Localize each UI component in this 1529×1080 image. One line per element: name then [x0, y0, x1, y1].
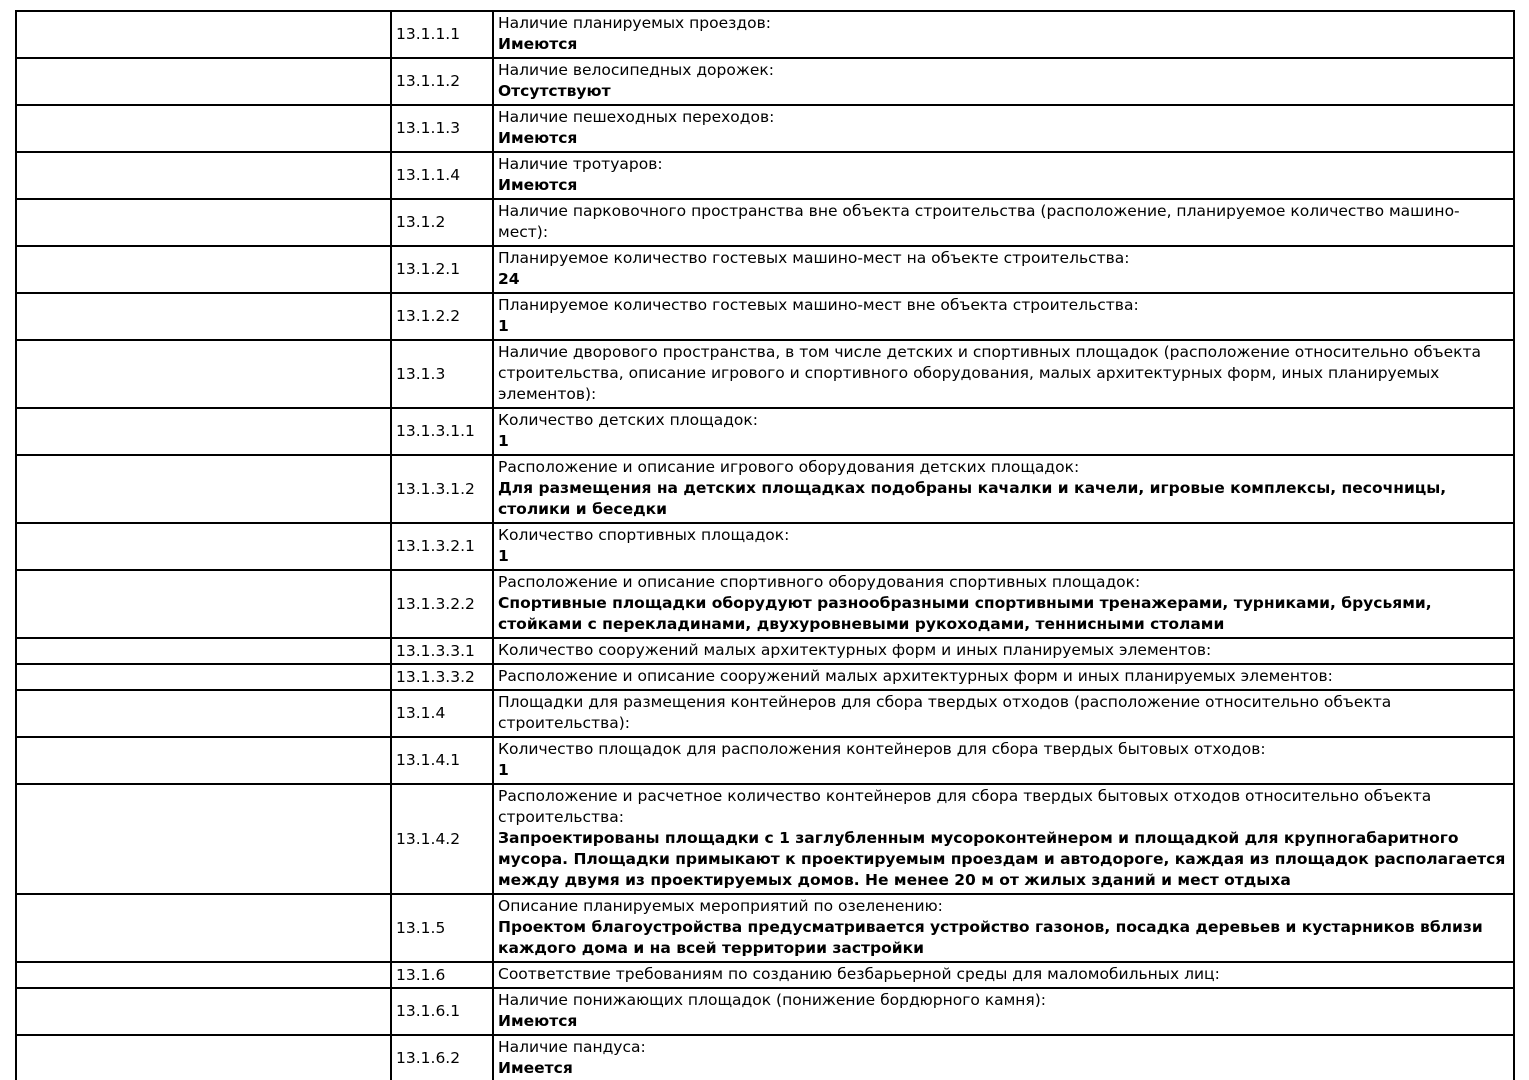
item-content [493, 58, 1514, 105]
item-content [493, 638, 1514, 664]
item-value: Имеются [498, 1012, 578, 1030]
spacer-cell [16, 340, 391, 408]
item-code: 13.1.6 [391, 962, 493, 988]
item-label: Наличие пандуса: [498, 1038, 646, 1056]
item-label: Расположение и расчетное количество контейнеров для сбора твердых бытовых отходов относительно объекта строительства: [498, 787, 1432, 826]
item-label: Наличие дворового пространства, в том числе детских и спортивных площадок (расположение относительно объекта строительства, описание игрового и спортивного оборудования, малых архитектурных форм, иных планируемых элементов): [498, 343, 1482, 403]
table-row [16, 570, 1514, 638]
spacer-cell [16, 152, 391, 199]
spacer-cell [16, 105, 391, 152]
item-code: 13.1.2.2 [391, 293, 493, 340]
table-row [16, 293, 1514, 340]
item-code: 13.1.2 [391, 199, 493, 246]
spacer-cell [16, 455, 391, 523]
item-value: Отсутствуют [498, 82, 611, 100]
table-row [16, 664, 1514, 690]
item-content [493, 11, 1514, 58]
spacer-cell [16, 894, 391, 962]
item-label: Площадки для размещения контейнеров для сбора твердых отходов (расположение относительно объекта строительства): [498, 693, 1392, 732]
item-value: Имеются [498, 129, 578, 147]
item-label: Количество площадок для расположения контейнеров для сбора твердых бытовых отходов: [498, 740, 1266, 758]
table-row [16, 988, 1514, 1035]
spacer-cell [16, 293, 391, 340]
spacer-cell [16, 784, 391, 894]
item-code: 13.1.3.2.1 [391, 523, 493, 570]
item-value: Спортивные площадки оборудуют разнообразными спортивными тренажерами, турниками, брусьями, стойками с перекладинами, двухуровневыми рукоходами, теннисными столами [498, 594, 1432, 633]
item-code: 13.1.6.1 [391, 988, 493, 1035]
item-content [493, 523, 1514, 570]
item-label: Соответствие требованиям по созданию безбарьерной среды для маломобильных лиц: [498, 965, 1220, 983]
item-content [493, 1035, 1514, 1080]
item-value: Имеются [498, 35, 578, 53]
spacer-cell [16, 199, 391, 246]
item-label: Наличие пешеходных переходов: [498, 108, 775, 126]
item-label: Количество спортивных площадок: [498, 526, 790, 544]
item-label: Планируемое количество гостевых машино-мест вне объекта строительства: [498, 296, 1139, 314]
item-content [493, 199, 1514, 246]
item-code: 13.1.3.1.1 [391, 408, 493, 455]
item-content [493, 455, 1514, 523]
item-value: 1 [498, 761, 509, 779]
spacer-cell [16, 58, 391, 105]
spacer-cell [16, 1035, 391, 1080]
item-label: Наличие велосипедных дорожек: [498, 61, 774, 79]
item-code: 13.1.3.1.2 [391, 455, 493, 523]
item-code: 13.1.5 [391, 894, 493, 962]
table-row [16, 638, 1514, 664]
item-label: Расположение и описание спортивного оборудования спортивных площадок: [498, 573, 1141, 591]
spacer-cell [16, 690, 391, 737]
item-value: 24 [498, 270, 520, 288]
item-code: 13.1.6.2 [391, 1035, 493, 1080]
item-label: Описание планируемых мероприятий по озеленению: [498, 897, 943, 915]
item-label: Наличие понижающих площадок (понижение бордюрного камня): [498, 991, 1047, 1009]
table-row [16, 962, 1514, 988]
document-page [0, 10, 1529, 1080]
item-code: 13.1.2.1 [391, 246, 493, 293]
table-row [16, 199, 1514, 246]
item-value: Имеется [498, 1059, 573, 1077]
spacer-cell [16, 988, 391, 1035]
item-content [493, 570, 1514, 638]
item-label: Количество детских площадок: [498, 411, 759, 429]
item-value: 1 [498, 317, 509, 335]
item-value: 1 [498, 547, 509, 565]
table-row [16, 105, 1514, 152]
item-label: Количество сооружений малых архитектурных форм и иных планируемых элементов: [498, 641, 1212, 659]
item-content [493, 988, 1514, 1035]
table-row [16, 784, 1514, 894]
item-code: 13.1.1.4 [391, 152, 493, 199]
item-code: 13.1.4.1 [391, 737, 493, 784]
table-row [16, 1035, 1514, 1080]
item-code: 13.1.1.3 [391, 105, 493, 152]
table-row [16, 894, 1514, 962]
item-value: 1 [498, 432, 509, 450]
item-code: 13.1.3.2.2 [391, 570, 493, 638]
item-content [493, 408, 1514, 455]
item-content [493, 246, 1514, 293]
item-content [493, 894, 1514, 962]
item-label: Расположение и описание игрового оборудования детских площадок: [498, 458, 1080, 476]
item-content [493, 737, 1514, 784]
table-row [16, 58, 1514, 105]
item-content [493, 664, 1514, 690]
item-value: Имеются [498, 176, 578, 194]
table-row [16, 152, 1514, 199]
item-label: Наличие тротуаров: [498, 155, 663, 173]
table-row [16, 455, 1514, 523]
item-code: 13.1.1.2 [391, 58, 493, 105]
spacer-cell [16, 523, 391, 570]
spacer-cell [16, 408, 391, 455]
item-code: 13.1.4.2 [391, 784, 493, 894]
table-row [16, 408, 1514, 455]
item-content [493, 293, 1514, 340]
spacer-cell [16, 11, 391, 58]
spacer-cell [16, 962, 391, 988]
item-label: Планируемое количество гостевых машино-мест на объекте строительства: [498, 249, 1130, 267]
spacer-cell [16, 664, 391, 690]
table-row [16, 690, 1514, 737]
item-content [493, 962, 1514, 988]
spacer-cell [16, 737, 391, 784]
item-value: Проектом благоустройства предусматривается устройство газонов, посадка деревьев и кустарников вблизи каждого дома и на всей территории застройки [498, 918, 1483, 957]
table-row [16, 523, 1514, 570]
item-label: Наличие планируемых проездов: [498, 14, 771, 32]
project-declaration-table [15, 10, 1515, 1080]
item-content [493, 690, 1514, 737]
item-value: Для размещения на детских площадках подобраны качалки и качели, игровые комплексы, песочницы, столики и беседки [498, 479, 1447, 518]
item-code: 13.1.3.3.2 [391, 664, 493, 690]
spacer-cell [16, 638, 391, 664]
spacer-cell [16, 570, 391, 638]
item-code: 13.1.3 [391, 340, 493, 408]
item-value: Запроектированы площадки с 1 заглубленным мусороконтейнером и площадкой для крупногабаритного мусора. Площадки примыкают к проектируемым проездам и автодороге, каждая из площадок располагается между двумя из проектируемых домов. Не менее 20 м от жилых зданий и мест отдыха [498, 829, 1506, 889]
item-code: 13.1.3.3.1 [391, 638, 493, 664]
table-row [16, 340, 1514, 408]
item-code: 13.1.1.1 [391, 11, 493, 58]
item-label: Наличие парковочного пространства вне объекта строительства (расположение, планируемое количество машино-мест): [498, 202, 1460, 241]
item-content [493, 784, 1514, 894]
table-row [16, 246, 1514, 293]
item-label: Расположение и описание сооружений малых архитектурных форм и иных планируемых элементов: [498, 667, 1333, 685]
item-content [493, 105, 1514, 152]
item-code: 13.1.4 [391, 690, 493, 737]
spacer-cell [16, 246, 391, 293]
table-body [16, 11, 1514, 1080]
item-content [493, 340, 1514, 408]
table-row [16, 11, 1514, 58]
table-row [16, 737, 1514, 784]
item-content [493, 152, 1514, 199]
